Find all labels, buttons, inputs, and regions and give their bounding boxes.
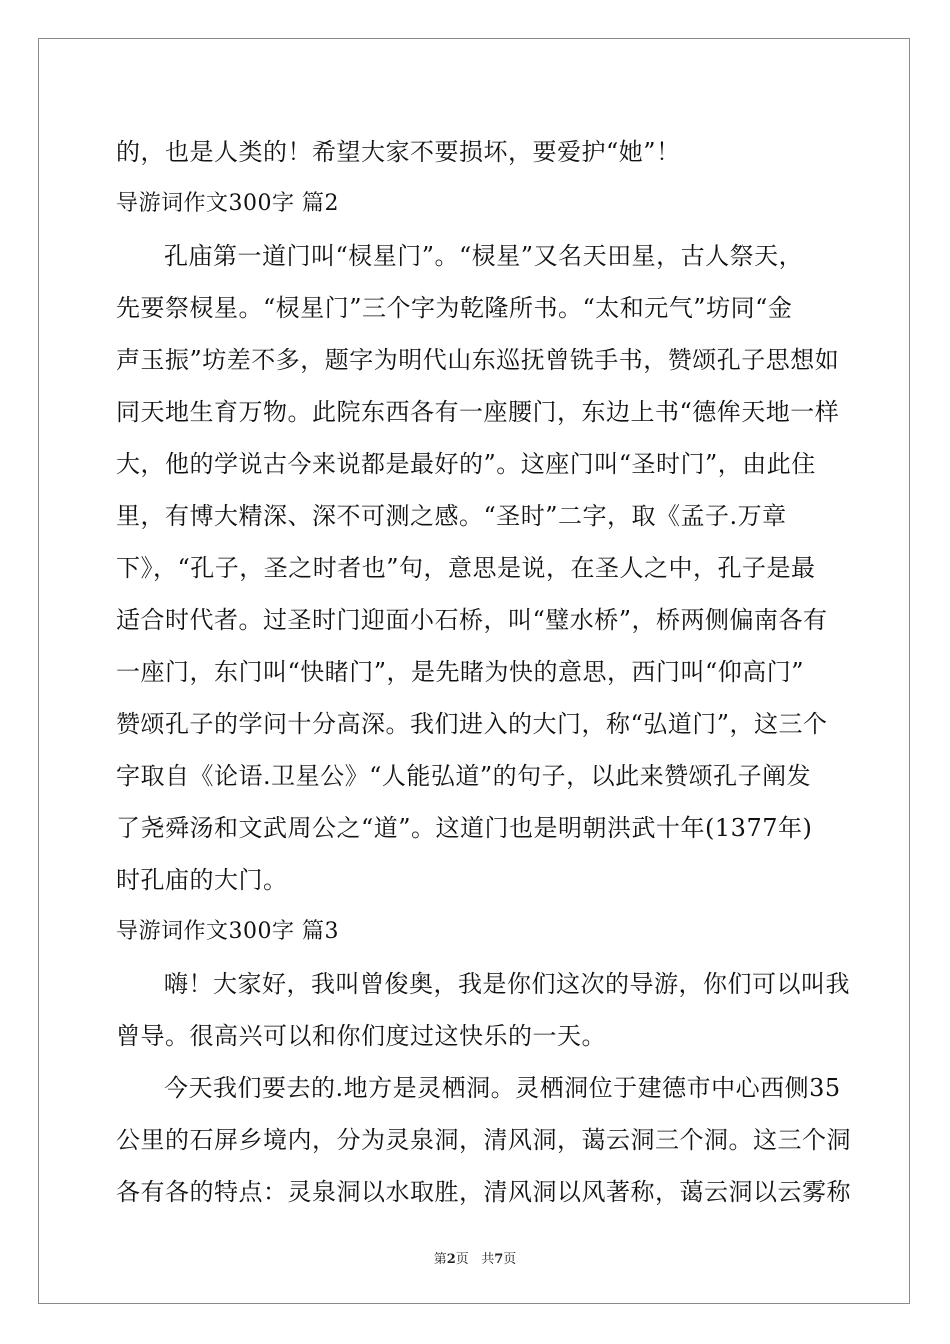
total-page-number: 7 — [494, 1252, 504, 1267]
text-line: 字取自《论语.卫星公》“人能弘道”的句子，以此来赞颂孔子阐发 — [116, 762, 812, 790]
section-heading: 导游词作文300字 篇3 — [116, 919, 339, 944]
text-line: 一座门，东门叫“快睹门”，是先睹为快的意思，西门叫“仰高门” — [116, 658, 805, 686]
text-line: 同天地生育万物。此院东西各有一座腰门，东边上书“德侔天地一样 — [116, 398, 840, 426]
page-footer — [0, 1248, 950, 1267]
text-line: 适合时代者。过圣时门迎面小石桥，叫“璧水桥”，桥两侧偏南各有 — [116, 606, 828, 634]
text-line: 今天我们要去的.地方是灵栖洞。灵栖洞位于建德市中心西侧35 — [164, 1074, 841, 1102]
text-line: 赞颂孔子的学问十分高深。我们进入的大门，称“弘道门”，这三个 — [116, 710, 828, 738]
footer-suffix: 页 — [503, 1252, 517, 1267]
footer-mid: 页 共 — [455, 1252, 495, 1267]
text-line: 大，他的学说古今来说都是最好的”。这座门叫“圣时门”，由此住 — [116, 450, 816, 478]
section-heading: 导游词作文300字 篇2 — [116, 191, 339, 216]
text-line: 孔庙第一道门叫“棂星门”。“棂星”又名天田星，古人祭天， — [164, 242, 804, 270]
text-line: 公里的石屏乡境内，分为灵泉洞，清风洞，蔼云洞三个洞。这三个洞 — [116, 1126, 851, 1154]
footer-prefix: 第 — [433, 1252, 447, 1267]
text-line: 的，也是人类的！希望大家不要损坏，要爱护“她”！ — [116, 138, 681, 166]
text-line: 曾导。很高兴可以和你们度过这快乐的一天。 — [116, 1022, 606, 1050]
text-line: 各有各的特点：灵泉洞以水取胜，清风洞以风著称，蔼云洞以云雾称 — [116, 1178, 851, 1206]
text-line: 声玉振”坊差不多，题字为明代山东巡抚曾铣手书，赞颂孔子思想如 — [116, 346, 840, 374]
text-line: 嗨！大家好，我叫曾俊奥，我是你们这次的导游，你们可以叫我 — [164, 970, 850, 998]
current-page-number: 2 — [446, 1252, 456, 1267]
text-line: 先要祭棂星。“棂星门”三个字为乾隆所书。“太和元气”坊同“金 — [116, 294, 793, 322]
document-body — [116, 126, 851, 1218]
text-line: 下》，“孔子，圣之时者也”句，意思是说，在圣人之中，孔子是最 — [116, 554, 816, 582]
text-line: 里，有博大精深、深不可测之感。“圣时”二字，取《孟子.万章 — [116, 502, 787, 530]
text-line: 时孔庙的大门。 — [116, 866, 288, 894]
text-line: 了尧舜汤和文武周公之“道”。这道门也是明朝洪武十年(1377年) — [116, 814, 813, 842]
